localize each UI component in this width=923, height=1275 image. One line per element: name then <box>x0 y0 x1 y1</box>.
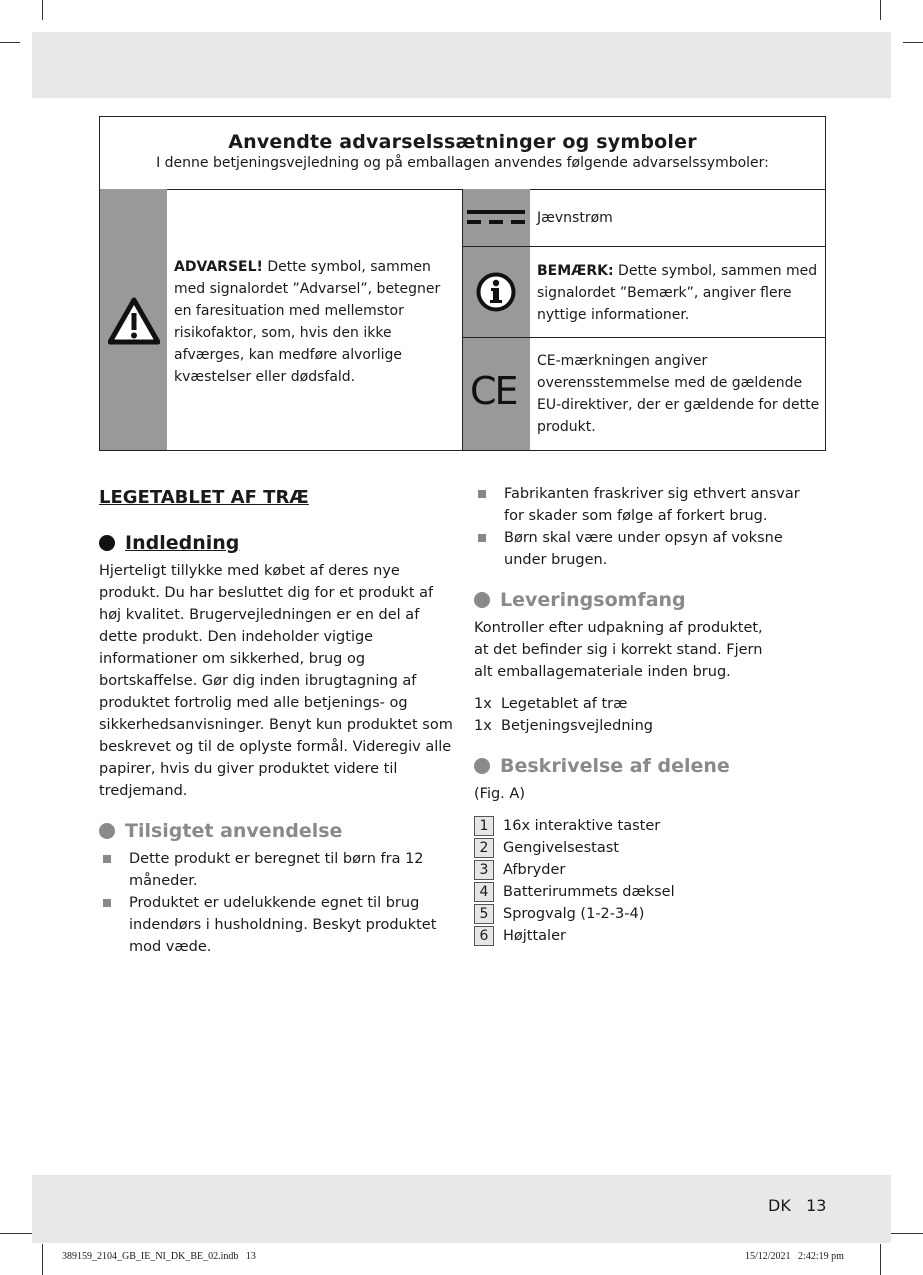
section-heading-intro: Indledning <box>99 532 454 554</box>
table-title: Anvendte advarselssætninger og symboler <box>228 131 697 153</box>
warning-symbols-table <box>99 116 826 451</box>
crop-mark <box>0 42 20 43</box>
section-heading-parts: Beskrivelse af delene <box>474 755 824 777</box>
bullet-dot-icon <box>99 823 115 839</box>
delivery-paragraph: Kontroller efter udpakning af produktet, at det befinder sig i korrekt stand. Fjern alt emballagemateriale inden brug. <box>474 620 763 680</box>
parts-list <box>474 815 824 947</box>
bullet-dot-icon <box>474 592 490 608</box>
list-item: Dette produkt er beregnet til børn fra 12 måneder. <box>99 848 454 892</box>
crop-mark <box>903 42 923 43</box>
direct-current-icon <box>467 209 525 227</box>
crop-mark <box>880 1244 881 1275</box>
crop-mark <box>891 1233 923 1234</box>
footer-band <box>32 1175 891 1243</box>
file-slug: 389159_2104_GB_IE_NI_DK_BE_02.indb 13 <box>62 1251 256 1262</box>
warning-cell: ADVARSEL! Dette symbol, sammen med signalordet ”Advarsel”, betegner en faresituation med mellemstor risikofaktor, som, hvis den ikke afværges, kan medføre alvorlige kvæstelser eller dødsfald. <box>174 259 441 385</box>
section-heading-intended-use: Tilsigtet anvendelse <box>99 820 454 842</box>
ce-mark-icon: CE <box>470 369 517 413</box>
crop-mark <box>42 0 43 20</box>
ce-text: CE-mærkningen angiver overensstemmelse med de gældende EU-direktiver, der er gældende for dette produkt. <box>537 353 820 435</box>
page-number: DK 13 <box>768 1196 827 1215</box>
right-column <box>474 483 824 947</box>
warning-triangle-icon <box>108 297 160 345</box>
left-column <box>99 487 454 958</box>
list-item: 1 16x interaktive taster <box>474 815 824 837</box>
table-subtitle: I denne betjeningsvejledning og på emballagen anvendes følgende advarselssymboler: <box>156 155 769 171</box>
list-item: Produktet er udelukkende egnet til brug indendørs i husholdning. Beskyt produktet mod væde. <box>99 892 454 958</box>
bullet-dot-icon <box>474 758 490 774</box>
list-item: 2 Gengivelsestast <box>474 837 824 859</box>
note-cell: BEMÆRK: Dette symbol, sammen med signalordet ”Bemærk”, angiver flere nyttige informationer. <box>537 263 818 323</box>
fig-reference: (Fig. A) <box>474 786 525 802</box>
section-heading-delivery: Leveringsomfang <box>474 589 824 611</box>
product-title: LEGETABLET AF TRÆ <box>99 487 309 508</box>
list-item: Fabrikanten fraskriver sig ethvert ansvar for skader som følge af forkert brug. <box>474 483 824 527</box>
header-band <box>32 32 891 98</box>
print-timestamp: 15/12/2021 2:42:19 pm <box>745 1251 844 1262</box>
list-item: 1x Legetablet af træ <box>474 696 628 712</box>
dc-text: Jævnstrøm <box>537 210 613 226</box>
crop-mark <box>42 1244 43 1275</box>
bullet-dot-icon <box>99 535 115 551</box>
crop-mark <box>880 0 881 20</box>
list-item: 4 Batterirummets dæksel <box>474 881 824 903</box>
table-header <box>100 117 825 190</box>
list-item: 1x Betjeningsvejledning <box>474 718 653 734</box>
list-item: 6 Højttaler <box>474 925 824 947</box>
list-item: Børn skal være under opsyn af voksne under brugen. <box>474 527 824 571</box>
info-icon <box>476 272 516 312</box>
crop-mark <box>0 1233 32 1234</box>
intro-paragraph: Hjerteligt tillykke med købet af deres nye produkt. Du har besluttet dig for et produkt af høj kvalitet. Brugervejledningen er en del af dette produkt. Den indeholder vigtige informationer om sikkerhed, brug og bortskaffelse. Gør dig inden ibrugtagning af produktet fortrolig med alle betjenings- og sikkerhedsanvisninger. Benyt kun produktet som beskrevet og til de oplyste formål. Videregiv alle papirer, hvis du giver produktet videre til tredjemand. <box>99 563 453 799</box>
list-item: 3 Afbryder <box>474 859 824 881</box>
list-item: 5 Sprogvalg (1-2-3-4) <box>474 903 824 925</box>
